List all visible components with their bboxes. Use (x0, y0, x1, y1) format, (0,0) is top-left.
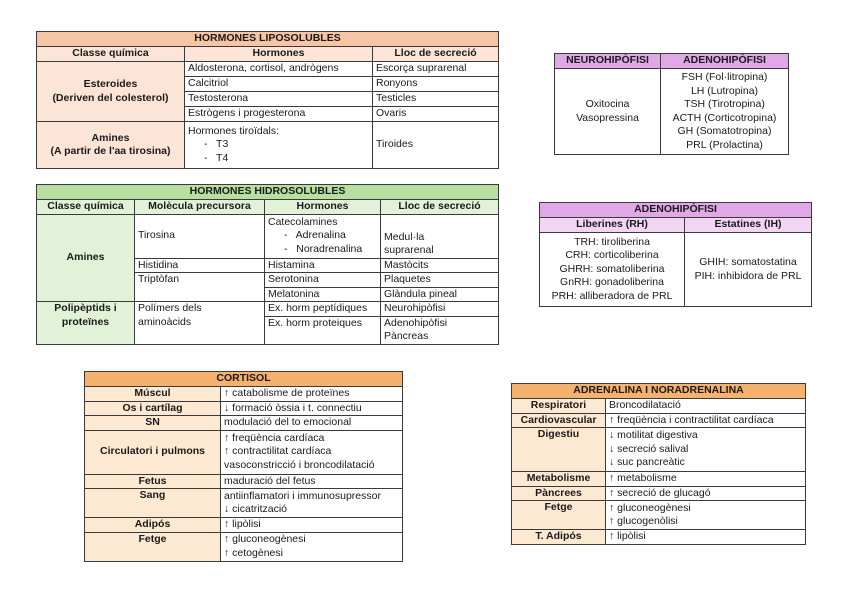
liposoluble-hormones-table (36, 31, 499, 169)
precursor-cell: Polímers dels aminoàcids (135, 302, 265, 345)
lloc-cell: Escorça suprarenal (373, 62, 499, 77)
effect-item: ↑ cetogènesi (224, 546, 283, 559)
header-molecula-precursora: Molècula precursora (135, 199, 265, 214)
precursor-cell: Triptòfan (135, 273, 265, 302)
organ-label: Respiratori (512, 399, 606, 414)
adrenalina-table (511, 383, 806, 545)
liberine-item: CRH: corticoliberina (565, 249, 659, 262)
effect-item: ↑ gluconeogènesi (224, 533, 306, 545)
header-lloc-secrecio: Lloc de secreció (381, 199, 499, 214)
polipeptids-label: Polipèptids i proteïnes (37, 302, 135, 345)
adeno-item: FSH (Fol·litropina) (681, 71, 768, 83)
organ-label: Múscul (85, 387, 221, 402)
effect-cell: modulació del to emocional (221, 416, 403, 431)
adenohipofisi-title: ADENOHIPÒFISI (540, 203, 812, 218)
neuro-hormones: Oxitocina Vasopressina (555, 69, 661, 155)
organ-label: Fetge (85, 532, 221, 561)
organ-label: Fetge (512, 501, 606, 530)
organ-label: Circulatori i pulmons (85, 430, 221, 474)
effect-cell: ↑ lipòlisi (606, 530, 806, 545)
adeno-item: GH (Somatotropina) (677, 125, 772, 137)
hidrosoluble-hormones-table (36, 184, 499, 345)
lloc-cell: Neurohipòfisi (381, 302, 499, 317)
amines-label: Amines (A partir de l'aa tirosina) (37, 122, 185, 169)
header-adenohipofisi: ADENOHIPÒFISI (661, 54, 789, 69)
effect-item: ↑ glucogenòlisi (609, 515, 678, 527)
header-neurohipofisi: NEUROHIPÒFISI (555, 54, 661, 69)
effect-item: ↓ suc pancreàtic (609, 456, 685, 469)
adrenalina-title: ADRENALINA I NORADRENALINA (512, 384, 806, 399)
hormone-cell: Serotonina (265, 273, 381, 288)
header-lloc-secrecio: Lloc de secreció (373, 47, 499, 62)
header-liberines: Liberines (RH) (540, 218, 685, 233)
hormone-cell: Aldosterona, cortisol, andrògens (185, 62, 373, 77)
effect-cell (606, 501, 806, 530)
organ-label: Sang (85, 489, 221, 518)
cortisol-table (84, 371, 403, 562)
lloc-cell: Tiroides (373, 122, 499, 169)
precursor-cell: Tirosina (135, 214, 265, 258)
precursor-cell: Histidina (135, 258, 265, 273)
organ-label: Digestiu (512, 428, 606, 472)
lloc-cell: Glàndula pineal (381, 287, 499, 302)
hormone-cell (265, 214, 381, 258)
organ-label: Metabolisme (512, 472, 606, 487)
organ-label: Adipós (85, 518, 221, 533)
effect-cell: ↑ freqüència i contractilitat cardíaca (606, 413, 806, 428)
hormone-title: Catecolamines (268, 215, 338, 228)
adeno-item: TSH (Tirotropina) (684, 98, 765, 110)
effect-item: ↓ motilitat digestiva (609, 429, 698, 442)
effect-item: ↓ secreció salival (609, 442, 689, 455)
header-classe-quimica: Classe química (37, 199, 135, 214)
hormone-cell: Estrògens i progesterona (185, 107, 373, 122)
liberines-list (540, 233, 685, 307)
hormone-cell: Calcitriol (185, 77, 373, 92)
effect-cell (606, 428, 806, 472)
hormone-cell: Ex. horm proteiques (265, 316, 381, 344)
lloc-cell: Adenohipòfisi Pàncreas (381, 316, 499, 344)
effect-cell: ↑ lipòlisi (221, 518, 403, 533)
lloc-cell: Ronyons (373, 77, 499, 92)
organ-label: Fetus (85, 474, 221, 489)
hidrosolubles-title: HORMONES HIDROSOLUBLES (37, 185, 499, 200)
header-hormones: Hormones (185, 47, 373, 62)
estatine-item: GHIH: somatostatina (699, 256, 797, 268)
lloc-cell: Medul·la suprarenal (381, 214, 499, 258)
lloc-cell: Testicles (373, 92, 499, 107)
amines-label: Amines (37, 214, 135, 302)
organ-label: SN (85, 416, 221, 431)
liposolubles-title: HORMONES LIPOSOLUBLES (37, 32, 499, 47)
hormone-item: - T4 (204, 151, 229, 164)
hormone-title: Hormones tiroïdals: (188, 124, 280, 137)
header-hormones: Hormones (265, 199, 381, 214)
hormone-cell: Histamina (265, 258, 381, 273)
header-classe-quimica: Classe química (37, 47, 185, 62)
organ-label: Cardiovascular (512, 413, 606, 428)
adenohipofisi-regulators-table (539, 202, 812, 307)
adeno-item: LH (Lutropina) (690, 84, 759, 97)
effect-cell: ↓ formació òssia i t. connectiu (221, 401, 403, 416)
effect-item: ↑ contractilitat cardíaca (224, 445, 332, 458)
effect-cell: ↑ metabolisme (606, 472, 806, 487)
cortisol-title: CORTISOL (85, 372, 403, 387)
organ-label: T. Adipós (512, 530, 606, 545)
effect-item: vasoconstricció i broncodilatació (224, 458, 375, 471)
adeno-hormones (661, 69, 789, 155)
hormone-cell (185, 122, 373, 169)
estatines-list (685, 233, 812, 307)
hormone-cell: Melatonina (265, 287, 381, 302)
effect-item: antiinflamatori i immunosupressor (224, 489, 381, 502)
organ-label: Pàncrees (512, 486, 606, 501)
effect-cell (221, 532, 403, 561)
hormone-cell: Testosterona (185, 92, 373, 107)
lloc-cell: Ovaris (373, 107, 499, 122)
hormone-cell: Ex. horm peptídiques (265, 302, 381, 317)
liberine-item: TRH: tiroliberina (574, 235, 650, 248)
esteroides-label: Esteroides (Deriven del colesterol) (37, 62, 185, 122)
effect-cell: maduració del fetus (221, 474, 403, 489)
effect-cell (221, 430, 403, 474)
adeno-item: ACTH (Corticotropina) (672, 111, 777, 124)
effect-item: ↓ cicatrització (224, 503, 288, 515)
header-estatines: Estatines (IH) (685, 218, 812, 233)
liberine-item: GHRH: somatoliberina (559, 262, 665, 275)
lloc-cell: Plaquetes (381, 273, 499, 288)
effect-item: ↑ gluconeogènesi (609, 501, 691, 514)
effect-cell: Broncodilatació (606, 399, 806, 414)
hormone-item: - Noradrenalina (284, 242, 363, 255)
adeno-item: PRL (Prolactina) (686, 138, 763, 151)
estatine-item: PIH: inhibidora de PRL (694, 269, 802, 282)
neuro-adeno-table (554, 53, 789, 155)
effect-cell (221, 489, 403, 518)
liberine-item: GnRH: gonadoliberina (560, 276, 664, 289)
effect-item: ↑ freqüència cardíaca (224, 431, 325, 444)
organ-label: Os i cartílag (85, 401, 221, 416)
hormone-item: - Adrenalina (284, 229, 346, 242)
effect-cell: ↑ catabolisme de proteïnes (221, 387, 403, 402)
hormone-item: - T3 (204, 138, 229, 151)
lloc-cell: Mastòcits (381, 258, 499, 273)
effect-cell: ↑ secreció de glucagó (606, 486, 806, 501)
liberine-item: PRH: alliberadora de PRL (551, 289, 673, 302)
